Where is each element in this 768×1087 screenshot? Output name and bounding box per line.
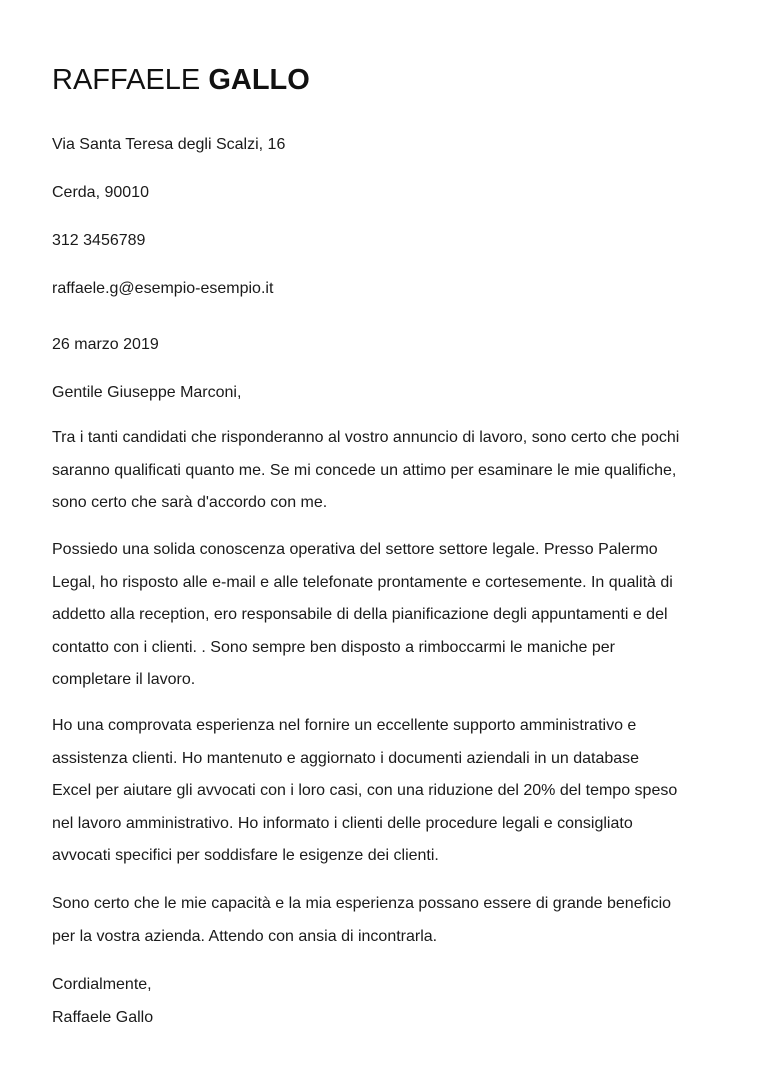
sender-name-heading (52, 62, 310, 98)
paragraph-line: Ho una comprovata esperienza nel fornire un eccellente supporto amministrativo e (52, 717, 637, 734)
paragraph-line: saranno qualificati quanto me. Se mi concede un attimo per esaminare le mie qualifiche, (52, 461, 677, 479)
paragraph-line: completare il lavoro. (52, 671, 196, 688)
body-paragraph-4 (52, 894, 732, 959)
paragraph-line: Sono certo che le mie capacità e la mia esperienza possano essere di grande beneficio (52, 895, 672, 912)
body-paragraph-3 (52, 716, 732, 879)
paragraph-line: contatto con i clienti. . Sono sempre ben disposto a rimboccarmi le maniche per (52, 638, 615, 656)
sender-city: Cerda, 90010 (52, 184, 149, 201)
paragraph-line: addetto alla reception, ero responsabile di della pianificazione degli appuntamenti e del (52, 606, 668, 623)
letter-date: 26 marzo 2019 (52, 336, 159, 353)
body-paragraph-1 (52, 428, 732, 526)
sender-address: Via Santa Teresa degli Scalzi, 16 (52, 136, 286, 153)
paragraph-line: sono certo che sarà d'accordo con me. (52, 494, 328, 511)
letter-closing: Cordialmente, (52, 976, 152, 993)
paragraph-line: Tra i tanti candidati che risponderanno al vostro annuncio di lavoro, sono certo che pochi (52, 429, 680, 446)
sender-email: raffaele.g@esempio-esempio.it (52, 280, 274, 297)
paragraph-line: nel lavoro amministrativo. Ho informato i clienti delle procedure legali e consigliato (52, 814, 633, 832)
paragraph-line: Legal, ho risposto alle e-mail e alle telefonate prontamente e cortesemente. In qualità di (52, 573, 673, 591)
paragraph-line: per la vostra azienda. Attendo con ansia di incontrarla. (52, 927, 438, 945)
paragraph-line: Excel per aiutare gli avvocati con i loro casi, con una riduzione del 20% del tempo speso (52, 782, 678, 799)
letter-greeting: Gentile Giuseppe Marconi, (52, 384, 242, 401)
sender-first-name: RAFFAELE (52, 64, 201, 96)
paragraph-line: assistenza clienti. Ho mantenuto e aggiornato i documenti aziendali in un database (52, 749, 640, 767)
sender-phone: 312 3456789 (52, 232, 146, 249)
paragraph-line: Possiedo una solida conoscenza operativa del settore settore legale. Presso Palermo (52, 541, 658, 558)
sender-last-name: GALLO (208, 64, 310, 96)
paragraph-line: avvocati specifici per soddisfare le esigenze dei clienti. (52, 847, 439, 864)
letter-signature: Raffaele Gallo (52, 1009, 154, 1026)
body-paragraph-2 (52, 540, 732, 703)
